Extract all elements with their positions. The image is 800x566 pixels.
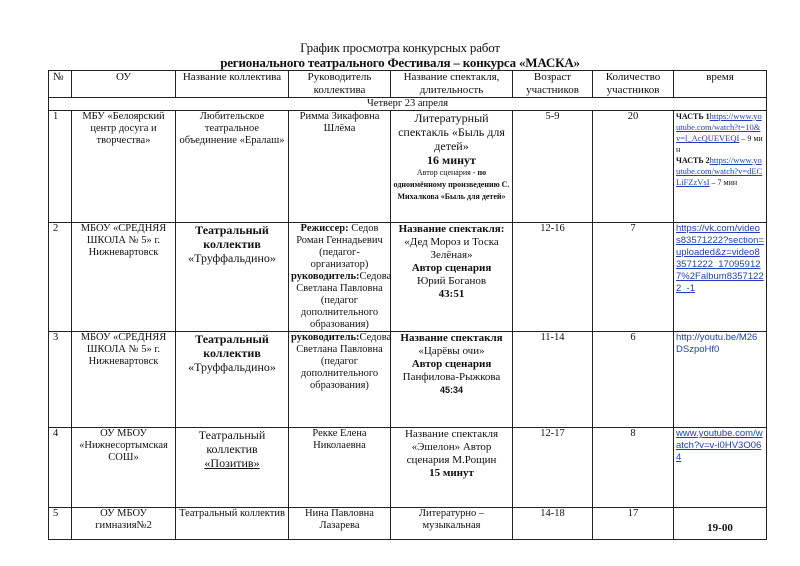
collective-name: «Позитив» <box>204 456 260 470</box>
collective-type: Театральный коллектив <box>195 332 269 360</box>
row-time <box>674 508 767 540</box>
collective-name: «Труффальдино» <box>188 360 276 374</box>
table-row <box>49 332 767 428</box>
row-leader: Римма Зикафовна Шлёма <box>289 111 391 223</box>
row-age: 14-18 <box>513 508 593 540</box>
play-duration: 15 минут <box>429 467 474 479</box>
play-author-label: Автор сценария <box>411 262 492 274</box>
director-name: Седов Роман Геннадьевич (педагог-организатор) <box>296 223 383 270</box>
header-collective: Название коллектива <box>176 71 289 98</box>
play-title-label: Название спектакля <box>400 332 503 344</box>
row-leader: Нина Павловна Лазарева <box>289 508 391 540</box>
row-num: 1 <box>49 111 72 223</box>
row-num: 2 <box>49 223 72 332</box>
row-collective: Любительское театральное объединение «Ералаш» <box>176 111 289 223</box>
document-title: График просмотра конкурсных работ <box>300 40 500 55</box>
row-play <box>391 223 513 332</box>
schedule-table <box>48 70 767 540</box>
row-collective <box>176 223 289 332</box>
part2-label: ЧАСТЬ 2 <box>676 156 710 165</box>
day-label: Четверг 23 апреля <box>49 98 767 111</box>
director-label: Режиссер: <box>300 223 352 234</box>
row-ou: МБОУ «СРЕДНЯЯ ШКОЛА № 5» г. Нижневартовск <box>72 332 176 428</box>
play-title-label: Название спектакля: <box>398 223 505 235</box>
header-age: Возраст участников <box>513 71 593 98</box>
table-row <box>49 111 767 223</box>
header-num: № <box>49 71 72 98</box>
row-play <box>391 111 513 223</box>
row-num: 5 <box>49 508 72 540</box>
row-count: 8 <box>593 428 674 508</box>
row-ou: МБОУ «СРЕДНЯЯ ШКОЛА № 5» г. Нижневартовск <box>72 223 176 332</box>
collective-name: «Труффальдино» <box>188 251 276 265</box>
play-title: Литературный спектакль «Быль для детей» <box>398 111 505 153</box>
play-author: Юрий Боганов <box>416 275 487 287</box>
table-row <box>49 223 767 332</box>
head-name: Седова Светлана Павловна (педагог дополнительного образования) <box>296 332 392 391</box>
row-age: 12-17 <box>513 428 593 508</box>
row-time <box>674 223 767 332</box>
row-leader: Рекке Елена Николаевна <box>289 428 391 508</box>
row-ou: ОУ МБОУ гимназия№2 <box>72 508 176 540</box>
header-row <box>49 71 767 98</box>
row-count: 6 <box>593 332 674 428</box>
play-duration: 43:51 <box>438 288 465 300</box>
head-name: Седова Светлана Павловна (педагог дополнительного образования) <box>296 271 392 330</box>
row-time <box>674 332 767 428</box>
collective-type: Театральный коллектив <box>195 223 269 251</box>
row-num: 3 <box>49 332 72 428</box>
part1-label: ЧАСТЬ 1 <box>676 112 710 121</box>
table-row <box>49 508 767 540</box>
row-count: 17 <box>593 508 674 540</box>
row-num: 4 <box>49 428 72 508</box>
row-ou: МБУ «Белоярский центр досуга и творчества» <box>72 111 176 223</box>
row-age: 11-14 <box>513 332 593 428</box>
play-title: «Царёвы очи» <box>418 345 485 357</box>
header-leader: Руководитель коллектива <box>289 71 391 98</box>
part2-link[interactable]: https://www.youtube.com/watch?v=dECLiFZzVsI <box>676 155 763 187</box>
head-label: руководитель: <box>291 271 360 282</box>
document-subtitle: регионального театрального Фестиваля – конкурса «МАСКА» <box>220 55 580 70</box>
head-label: руководитель: <box>291 332 360 343</box>
row-count: 20 <box>593 111 674 223</box>
play-duration: 45:34 <box>439 385 464 395</box>
row-time <box>674 428 767 508</box>
row-play <box>391 428 513 508</box>
day-row <box>49 98 767 111</box>
collective-type: Театральный коллектив <box>198 428 266 456</box>
row-leader <box>289 332 391 428</box>
row-time <box>674 111 767 223</box>
play-title: Название спектакля «Эшелон» Автор сценария М.Рощин <box>404 428 499 466</box>
video-link[interactable]: http://youtu.be/M26DSzpoHf0 <box>676 332 758 355</box>
row-count: 7 <box>593 223 674 332</box>
play-author: по одноимённому произведению С. Михалкова «Быль для детей» <box>393 168 510 201</box>
row-age: 5-9 <box>513 111 593 223</box>
row-leader <box>289 223 391 332</box>
row-age: 12-16 <box>513 223 593 332</box>
play-title: «Дед Мороз и Тоска Зелёная» <box>404 236 499 261</box>
play-author-label: Автор сценария - <box>416 168 478 177</box>
header-time: время <box>674 71 767 98</box>
row-collective <box>176 428 289 508</box>
row-collective: Театральный коллектив <box>176 508 289 540</box>
row-play: Литературно – музыкальная <box>391 508 513 540</box>
header-play: Название спектакля, длительность <box>391 71 513 98</box>
header-ou: ОУ <box>72 71 176 98</box>
video-link[interactable]: https://vk.com/videos83571222?section=uploaded&z=video83571222_170959127%2Falbum83571222_-1 <box>676 223 764 294</box>
time-value: 19-00 <box>707 522 733 534</box>
video-link[interactable]: www.youtube.com/watch?v=v-i0HV3O064 <box>676 428 763 463</box>
part1-duration: – 9 мин <box>676 134 763 154</box>
row-collective <box>176 332 289 428</box>
play-author: Панфилова-Рыжкова <box>402 371 501 383</box>
part1-link[interactable]: https://www.youtube.com/watch?t=10&v=l_AcQUEVEQI <box>676 111 762 143</box>
header-count: Количество участников <box>593 71 674 98</box>
part2-duration: – 7 мин <box>709 178 738 187</box>
play-author-label: Автор сценария <box>411 358 492 370</box>
play-duration: 16 минут <box>427 153 476 167</box>
row-ou: ОУ МБОУ «Нижнесортымская СОШ» <box>72 428 176 508</box>
table-row <box>49 428 767 508</box>
row-play <box>391 332 513 428</box>
